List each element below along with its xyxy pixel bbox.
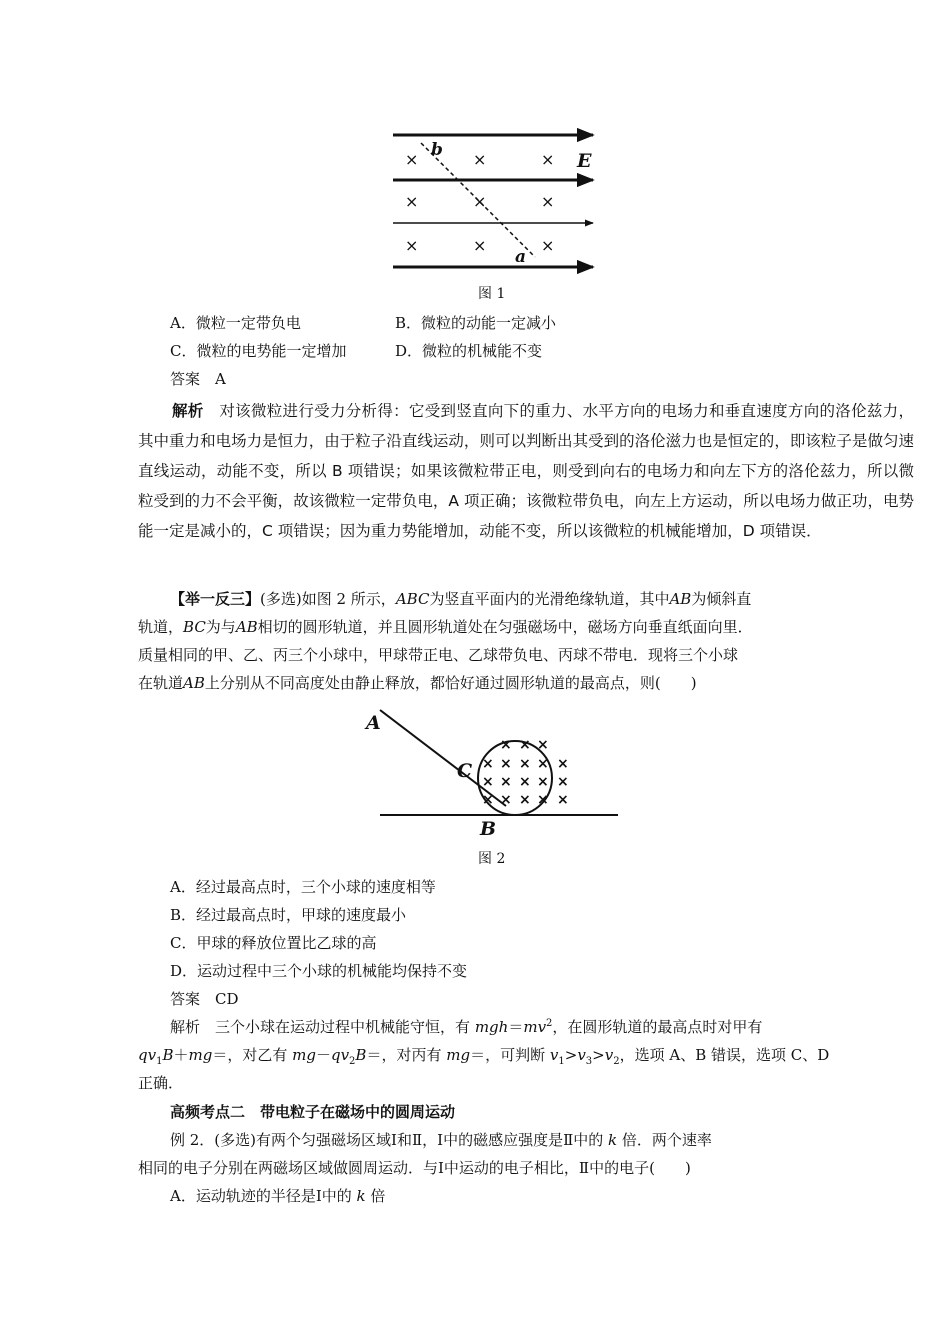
analysis-1 xyxy=(138,396,914,546)
analysis-2-line-2: $qv_1B+mg=$，对乙有 $mg-qv_2B=$，对丙有 mg＝，可判断 $v_1>v_3>v_2$，选项 A、B 错误，选项 C、D xyxy=(138,1046,830,1067)
example-2-line-2: 相同的电子分别在两磁场区域做圆周运动．与Ⅰ中运动的电子相比，Ⅱ中的电子( ) xyxy=(138,1159,691,1177)
tag-label: 【举一反三】 xyxy=(170,590,261,608)
svg-text:×: × xyxy=(500,792,512,808)
svg-text:×: × xyxy=(519,792,531,808)
q2-option-d: D．运动过程中三个小球的机械能均保持不变 xyxy=(170,962,468,980)
analysis-label: 解析 xyxy=(172,402,204,420)
label-E: E xyxy=(577,150,592,172)
option-c: C．微粒的电势能一定增加 xyxy=(170,342,347,360)
svg-text:×: × xyxy=(500,774,512,790)
label-B: B xyxy=(480,818,497,840)
cross-mark: × xyxy=(405,150,419,169)
option-d: D．微粒的机械能不变 xyxy=(395,342,543,360)
svg-text:×: × xyxy=(557,792,569,808)
q2-option-b: B．经过最高点时，甲球的速度最小 xyxy=(170,906,407,924)
q2-option-a: A．经过最高点时，三个小球的速度相等 xyxy=(170,878,436,896)
svg-text:×: × xyxy=(557,756,569,772)
example-2-option-a: A．运动轨迹的半径是Ⅰ中的 k 倍 xyxy=(170,1187,386,1205)
svg-text:×: × xyxy=(537,792,549,808)
answer-2: 答案 CD xyxy=(170,990,239,1008)
q2-line-1: 【举一反三】(多选)如图 2 所示，ABC为竖直平面内的光滑绝缘轨道，其中AB为倾斜直 xyxy=(170,590,752,608)
svg-text:×: × xyxy=(537,774,549,790)
label-b: b xyxy=(431,140,443,160)
svg-text:×: × xyxy=(519,737,531,753)
figure-2-caption: 图 2 xyxy=(478,851,506,867)
svg-text:×: × xyxy=(519,774,531,790)
example-2-line-1: 例 2．(多选)有两个匀强磁场区域Ⅰ和Ⅱ，Ⅰ中的磁感应强度是Ⅱ中的 k 倍．两个速率 xyxy=(170,1131,712,1149)
svg-text:×: × xyxy=(500,737,512,753)
cross-mark: × xyxy=(405,192,419,211)
svg-text:×: × xyxy=(557,774,569,790)
svg-text:×: × xyxy=(482,792,494,808)
section-title: 高频考点二 带电粒子在磁场中的圆周运动 xyxy=(170,1103,456,1121)
figure-1-diagram xyxy=(385,125,605,275)
analysis-text: 对该微粒进行受力分析得：它受到竖直向下的重力、水平方向的电场力和垂直速度方向的洛伦兹力，其中重力和电场力是恒力，由于粒子沿直线运动，则可以判断出其受到的洛伦滋力也是恒定的，即该粒子是做匀速直线运动，动能不变，所以 B 项错误；如果该微粒带正电，则受到向右的电场力和向左下方的洛伦兹力，所以微粒受到的力不会平衡，故该微粒一定带负电，A 项正确；该微粒带负电，向左上方运动，所以电场力做正功，电势能一定是减小的，C 项错误；因为重力势能增加，动能不变，所以该微粒的机械能增加，D 项错误． xyxy=(138,402,914,540)
q2-option-c: C．甲球的释放位置比乙球的高 xyxy=(170,934,377,952)
option-a: A．微粒一定带负电 xyxy=(170,314,301,332)
svg-text:×: × xyxy=(537,737,549,753)
analysis-2-line-3: 正确． xyxy=(138,1074,184,1092)
cross-mark: × xyxy=(473,192,487,211)
label-a: a xyxy=(515,247,527,267)
cross-mark: × xyxy=(473,150,487,169)
q2-line-3: 质量相同的甲、乙、丙三个小球中，甲球带正电、乙球带负电、丙球不带电．现将三个小球 xyxy=(138,646,739,664)
q2-line-4: 在轨道AB上分别从不同高度处由静止释放，都恰好通过圆形轨道的最高点，则( ) xyxy=(138,674,697,692)
cross-mark: × xyxy=(405,236,419,255)
analysis-2-line-1: 解析 三个小球在运动过程中机械能守恒，有 $mgh=mv^2$，在圆形轨道的最高点时对甲有 xyxy=(170,1018,763,1036)
cross-mark: × xyxy=(541,236,555,255)
label-A: A xyxy=(366,712,381,734)
figure-2-diagram xyxy=(360,705,625,840)
option-b: B．微粒的动能一定减小 xyxy=(395,314,557,332)
cross-mark: × xyxy=(473,236,487,255)
figure-1-caption: 图 1 xyxy=(478,286,506,302)
cross-mark: × xyxy=(541,150,555,169)
svg-text:×: × xyxy=(482,756,494,772)
svg-text:×: × xyxy=(500,756,512,772)
svg-text:×: × xyxy=(482,774,494,790)
answer-1: 答案 A xyxy=(170,370,226,388)
cross-mark: × xyxy=(541,192,555,211)
svg-text:×: × xyxy=(537,756,549,772)
svg-text:×: × xyxy=(519,756,531,772)
label-C: C xyxy=(457,760,473,782)
q2-line-2: 轨道，BC为与AB相切的圆形轨道，并且圆形轨道处在匀强磁场中，磁场方向垂直纸面向里． xyxy=(138,618,753,636)
